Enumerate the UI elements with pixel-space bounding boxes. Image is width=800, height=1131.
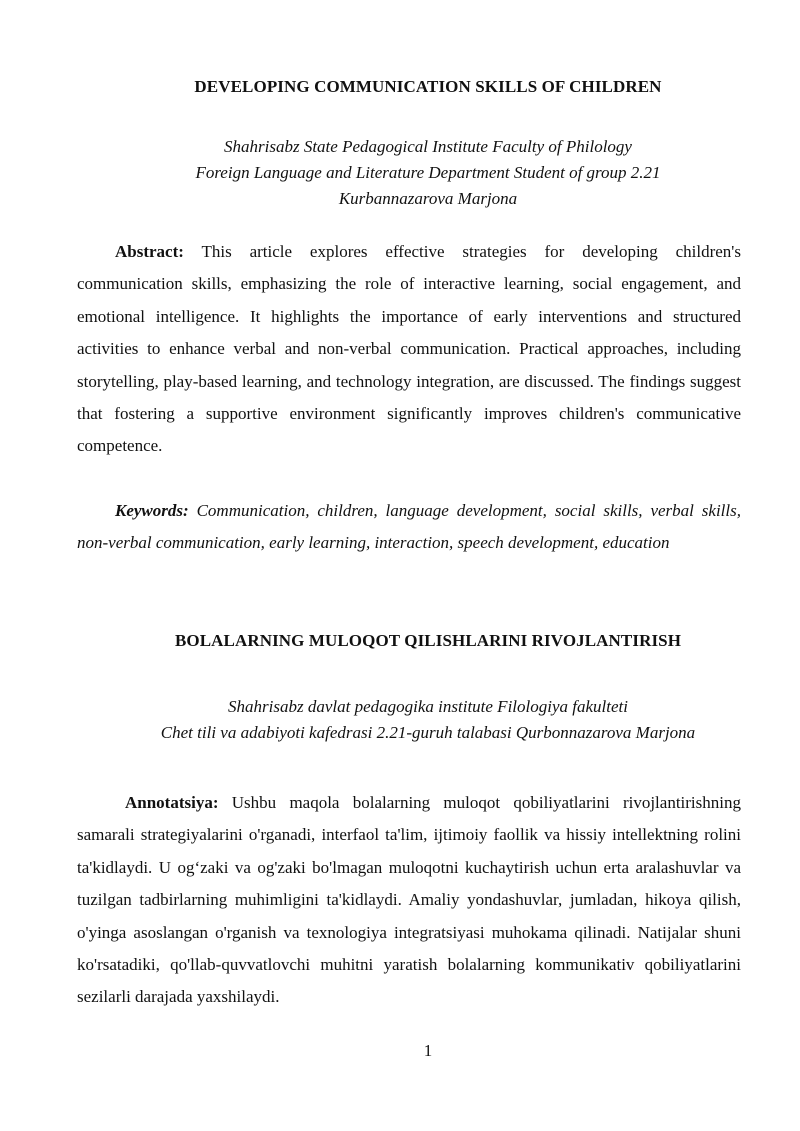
author-affiliation-english [60,134,796,212]
page-number: 1 [423,1041,433,1060]
affiliation-line: Kurbannazarova Marjona [338,189,518,208]
annotation-text: Ushbu maqola bolalarning muloqot qobiliyatlarini rivojlantirishning samarali strategiyalarini o'rganadi, interfaol ta'lim, ijtimoiy faollik va hissiy intellektning rolini ta'kidlaydi. U og‘zaki va og'zaki bo'lmagan muloqotni kuchaytirish uchun erta aralashuvlar va tuzilgan tadbirlarning muhimligini ta'kidlaydi. Amaliy yondashuvlar, jumladan, hikoya qilish, o'yinga asoslangan o'rganish va texnologiya integratsiyasi muhokama qilinadi. Natijalar shuni ko'rsatadiki, qo'llab-quvvatlovchi muhitni yaratish bolalarning kommunikativ qobiliyatlarini sezilarli darajada yaxshilaydi. [77,793,741,1007]
affiliation-line: Chet tili va adabiyoti kafedrasi 2.21-guruh talabasi Qurbonnazarova Marjona [160,723,696,742]
keywords-section [77,495,741,560]
abstract-label: Abstract: [115,242,184,261]
abstract-english [77,236,741,463]
abstract-uzbek [77,787,741,1014]
article-title-english: DEVELOPING COMMUNICATION SKILLS OF CHILDREN [194,77,662,96]
affiliation-line: Shahrisabz davlat pedagogika institute Filologiya fakulteti [228,697,628,716]
abstract-text: This article explores effective strategies for developing children's communication skills, emphasizing the role of interactive learning, social engagement, and emotional intelligence. It highlights the importance of early interventions and structured activities to enhance verbal and non-verbal communication. Practical approaches, including storytelling, play-based learning, and technology integration, are discussed. The findings suggest that fostering a supportive environment significantly improves children's communicative competence. [77,242,741,456]
affiliation-line: Foreign Language and Literature Department Student of group 2.21 [195,163,661,182]
article-title-uzbek: BOLALARNING MULOQOT QILISHLARINI RIVOJLANTIRISH [174,631,682,650]
author-affiliation-uzbek [60,694,796,746]
keywords-text: Communication, children, language development, social skills, verbal skills, non-verbal communication, early learning, interaction, speech development, education [77,501,741,553]
annotation-label: Annotatsiya: [125,793,219,812]
keywords-label: Keywords: [115,501,189,520]
affiliation-line: Shahrisabz State Pedagogical Institute Faculty of Philology [224,137,632,156]
